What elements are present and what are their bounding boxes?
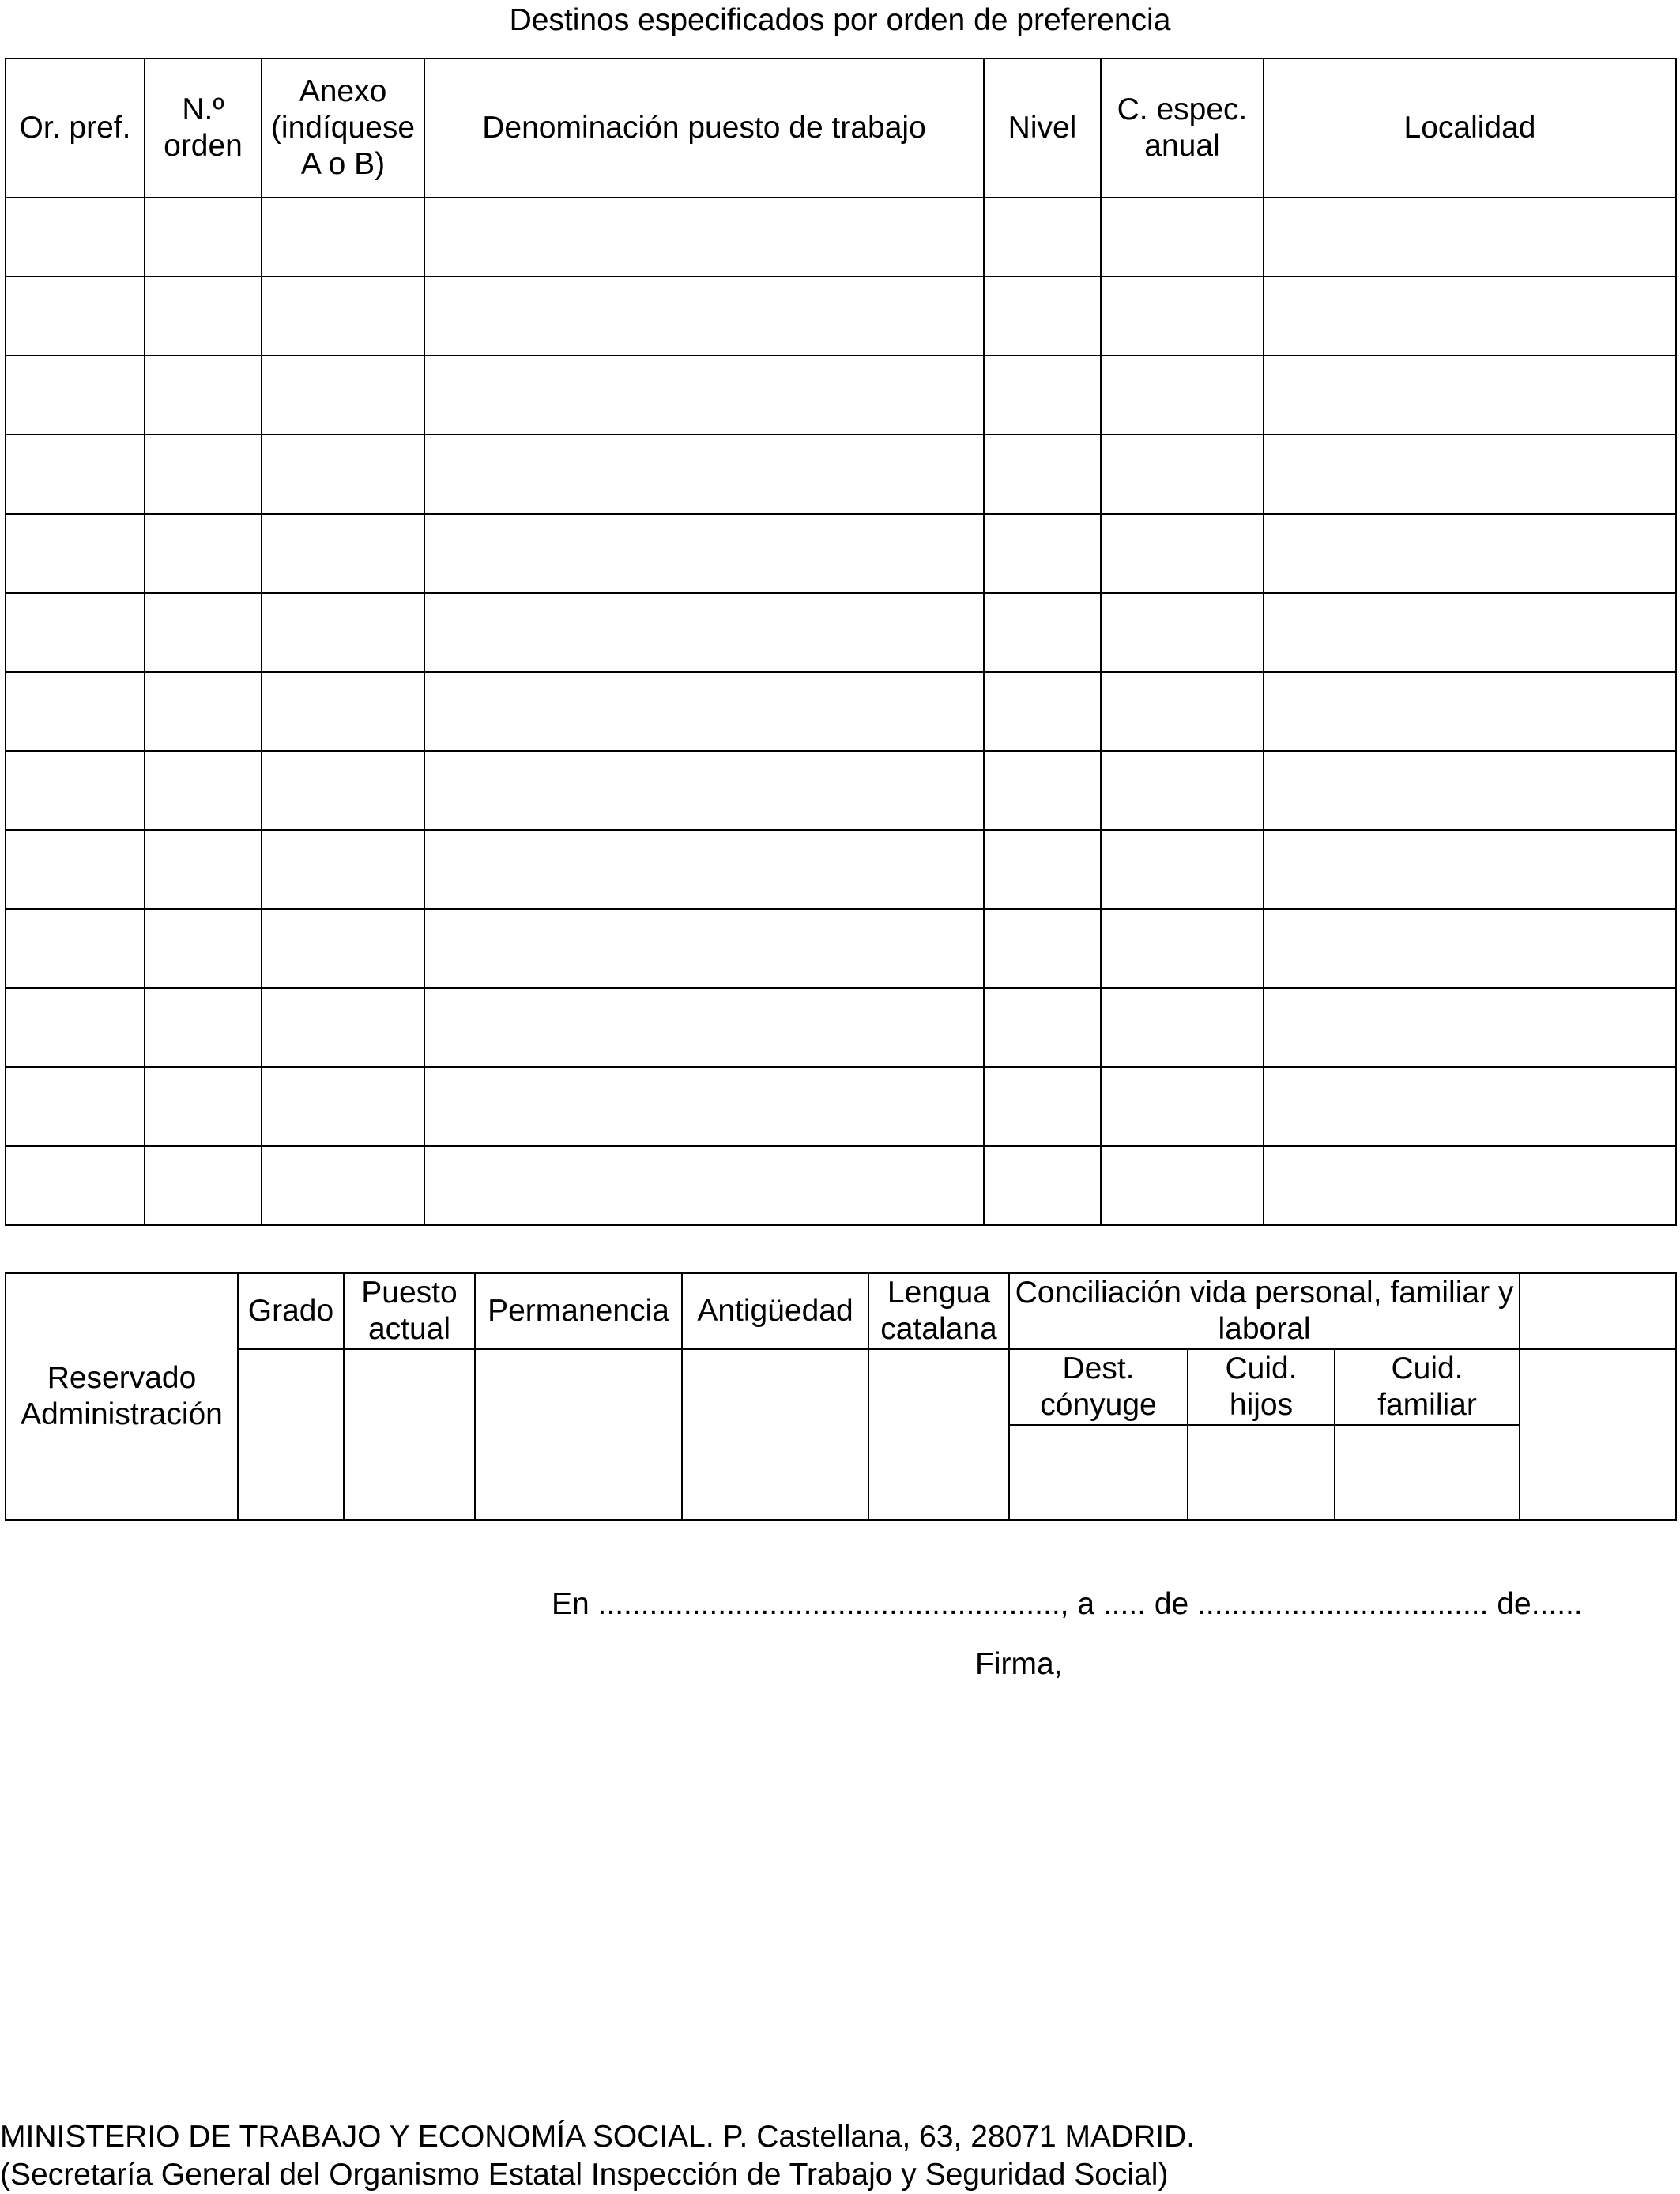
cell-num-orden[interactable] <box>145 988 262 1067</box>
page-title: Destinos especificados por orden de preferencia <box>509 3 1171 37</box>
cell-permanencia[interactable] <box>475 1349 682 1520</box>
cell-denominacion[interactable] <box>424 435 984 514</box>
cell-anexo[interactable] <box>262 1146 424 1225</box>
cell-num-orden[interactable] <box>145 1146 262 1225</box>
reservado-label <box>6 1273 238 1520</box>
cell-nivel[interactable] <box>984 356 1101 435</box>
cell-c-espec[interactable] <box>1101 672 1264 751</box>
cell-or-pref[interactable] <box>6 277 145 356</box>
cell-denominacion[interactable] <box>424 1146 984 1225</box>
cell-c-espec[interactable] <box>1101 435 1264 514</box>
cell-localidad[interactable] <box>1264 593 1676 672</box>
cell-num-orden[interactable] <box>145 1067 262 1146</box>
cell-num-orden[interactable] <box>145 672 262 751</box>
table-row <box>6 751 1676 830</box>
cell-localidad[interactable] <box>1264 514 1676 593</box>
cell-or-pref[interactable] <box>6 1067 145 1146</box>
header-lengua-text: Lengua catalana <box>880 1276 997 1346</box>
cell-denominacion[interactable] <box>424 198 984 277</box>
cell-anexo[interactable] <box>262 988 424 1067</box>
table-row <box>6 198 1676 277</box>
header-anexo-text: Anexo (indíquese A o B) <box>270 74 416 181</box>
cell-denominacion[interactable] <box>424 830 984 909</box>
cell-nivel[interactable] <box>984 514 1101 593</box>
cell-anexo[interactable] <box>262 356 424 435</box>
cell-c-espec[interactable] <box>1101 277 1264 356</box>
cell-num-orden[interactable] <box>145 514 262 593</box>
cell-localidad[interactable] <box>1264 198 1676 277</box>
cell-anexo[interactable] <box>262 435 424 514</box>
cell-nivel[interactable] <box>984 909 1101 988</box>
cell-nivel[interactable] <box>984 751 1101 830</box>
reservado-header-row <box>6 1273 1676 1349</box>
table-row <box>6 672 1676 751</box>
table-row <box>6 435 1676 514</box>
cell-or-pref[interactable] <box>6 514 145 593</box>
reservado-label-text: Reservado Administración <box>21 1361 223 1431</box>
cell-anexo[interactable] <box>262 277 424 356</box>
cell-num-orden[interactable] <box>145 198 262 277</box>
cell-or-pref[interactable] <box>6 1146 145 1225</box>
cell-anexo[interactable] <box>262 198 424 277</box>
header-denominacion: Denominación puesto de trabajo <box>424 58 984 198</box>
cell-c-espec[interactable] <box>1101 751 1264 830</box>
place-date-line: En ......................................................, a ..... de .................................. de...... <box>552 1587 1583 1621</box>
cell-or-pref[interactable] <box>6 830 145 909</box>
cell-nivel[interactable] <box>984 1146 1101 1225</box>
cell-c-espec[interactable] <box>1101 830 1264 909</box>
table-row <box>6 830 1676 909</box>
cell-localidad[interactable] <box>1264 277 1676 356</box>
cell-cuid-hijos[interactable] <box>1188 1425 1335 1520</box>
cell-blank[interactable] <box>1520 1349 1676 1520</box>
cell-localidad[interactable] <box>1264 672 1676 751</box>
footer-line-2: (Secretaría General del Organismo Estatal Inspección de Trabajo y Seguridad Social) <box>0 2158 1169 2192</box>
footer-line-1: MINISTERIO DE TRABAJO Y ECONOMÍA SOCIAL. P. Castellana, 63, 28071 MADRID. <box>0 2120 1196 2154</box>
cell-c-espec[interactable] <box>1101 593 1264 672</box>
cell-num-orden[interactable] <box>145 751 262 830</box>
header-grado: Grado <box>238 1273 344 1349</box>
cell-denominacion[interactable] <box>424 672 984 751</box>
cell-nivel[interactable] <box>984 435 1101 514</box>
cell-anexo[interactable] <box>262 514 424 593</box>
cell-denominacion[interactable] <box>424 751 984 830</box>
cell-or-pref[interactable] <box>6 356 145 435</box>
table-row <box>6 909 1676 988</box>
cell-denominacion[interactable] <box>424 988 984 1067</box>
header-cuid-hijos <box>1188 1349 1335 1425</box>
cell-c-espec[interactable] <box>1101 356 1264 435</box>
table-row <box>6 1146 1676 1225</box>
cell-or-pref[interactable] <box>6 198 145 277</box>
cell-anexo[interactable] <box>262 751 424 830</box>
header-puesto-actual <box>344 1273 475 1349</box>
header-c-espec <box>1101 58 1264 198</box>
cell-anexo[interactable] <box>262 593 424 672</box>
cell-or-pref[interactable] <box>6 593 145 672</box>
header-anexo <box>262 58 424 198</box>
cell-num-orden[interactable] <box>145 277 262 356</box>
cell-puesto-actual[interactable] <box>344 1349 475 1520</box>
cell-lengua-catalana[interactable] <box>868 1349 1009 1520</box>
cell-nivel[interactable] <box>984 988 1101 1067</box>
reservado-subheader-row <box>6 1349 1676 1425</box>
cell-denominacion[interactable] <box>424 356 984 435</box>
cell-or-pref[interactable] <box>6 988 145 1067</box>
header-blank <box>1520 1273 1676 1349</box>
header-localidad: Localidad <box>1264 58 1676 198</box>
table-row <box>6 277 1676 356</box>
cell-anexo[interactable] <box>262 830 424 909</box>
cell-localidad[interactable] <box>1264 435 1676 514</box>
footer <box>0 2118 1195 2194</box>
cell-localidad[interactable] <box>1264 1146 1676 1225</box>
cell-nivel[interactable] <box>984 672 1101 751</box>
header-or-pref: Or. pref. <box>6 58 145 198</box>
header-cuid-hijos-text: Cuid. hijos <box>1225 1351 1298 1422</box>
cell-denominacion[interactable] <box>424 593 984 672</box>
cell-anexo[interactable] <box>262 1067 424 1146</box>
header-c-espec-text: C. espec. anual <box>1117 92 1248 163</box>
cell-num-orden[interactable] <box>145 593 262 672</box>
cell-or-pref[interactable] <box>6 909 145 988</box>
cell-localidad[interactable] <box>1264 1067 1676 1146</box>
cell-anexo[interactable] <box>262 672 424 751</box>
cell-localidad[interactable] <box>1264 830 1676 909</box>
cell-num-orden[interactable] <box>145 830 262 909</box>
cell-c-espec[interactable] <box>1101 198 1264 277</box>
destinos-header-row <box>6 58 1676 198</box>
cell-denominacion[interactable] <box>424 909 984 988</box>
cell-or-pref[interactable] <box>6 672 145 751</box>
header-puesto-actual-text: Puesto actual <box>361 1276 458 1346</box>
cell-localidad[interactable] <box>1264 356 1676 435</box>
cell-nivel[interactable] <box>984 593 1101 672</box>
header-num-orden-text: N.º orden <box>164 92 243 163</box>
cell-c-espec[interactable] <box>1101 1067 1264 1146</box>
cell-num-orden[interactable] <box>145 435 262 514</box>
table-row <box>6 593 1676 672</box>
cell-c-espec[interactable] <box>1101 909 1264 988</box>
table-row <box>6 356 1676 435</box>
cell-nivel[interactable] <box>984 198 1101 277</box>
cell-anexo[interactable] <box>262 909 424 988</box>
header-conciliacion: Conciliación vida personal, familiar y laboral <box>1009 1273 1520 1349</box>
table-row <box>6 514 1676 593</box>
cell-localidad[interactable] <box>1264 988 1676 1067</box>
cell-dest-conyuge[interactable] <box>1009 1425 1188 1520</box>
cell-grado[interactable] <box>238 1349 344 1520</box>
destinos-table <box>5 58 1677 1226</box>
cell-denominacion[interactable] <box>424 514 984 593</box>
cell-c-espec[interactable] <box>1101 514 1264 593</box>
cell-nivel[interactable] <box>984 277 1101 356</box>
header-cuid-familiar <box>1335 1349 1520 1425</box>
cell-c-espec[interactable] <box>1101 988 1264 1067</box>
cell-num-orden[interactable] <box>145 909 262 988</box>
cell-antiguedad[interactable] <box>682 1349 868 1520</box>
cell-nivel[interactable] <box>984 1067 1101 1146</box>
cell-or-pref[interactable] <box>6 751 145 830</box>
cell-denominacion[interactable] <box>424 277 984 356</box>
cell-c-espec[interactable] <box>1101 1146 1264 1225</box>
cell-denominacion[interactable] <box>424 1067 984 1146</box>
cell-or-pref[interactable] <box>6 435 145 514</box>
header-num-orden <box>145 58 262 198</box>
header-antiguedad: Antigüedad <box>682 1273 868 1349</box>
table-row <box>6 1067 1676 1146</box>
header-permanencia: Permanencia <box>475 1273 682 1349</box>
cell-num-orden[interactable] <box>145 356 262 435</box>
table-row <box>6 988 1676 1067</box>
header-lengua-catalana <box>868 1273 1009 1349</box>
reservado-table <box>5 1272 1677 1521</box>
header-dest-conyuge-text: Dest. cónyuge <box>1040 1351 1157 1422</box>
header-cuid-familiar-text: Cuid. familiar <box>1377 1351 1477 1422</box>
cell-cuid-familiar[interactable] <box>1335 1425 1520 1520</box>
cell-nivel[interactable] <box>984 830 1101 909</box>
signature-label: Firma, <box>975 1647 1063 1681</box>
header-nivel: Nivel <box>984 58 1101 198</box>
cell-localidad[interactable] <box>1264 751 1676 830</box>
cell-localidad[interactable] <box>1264 909 1676 988</box>
header-dest-conyuge <box>1009 1349 1188 1425</box>
